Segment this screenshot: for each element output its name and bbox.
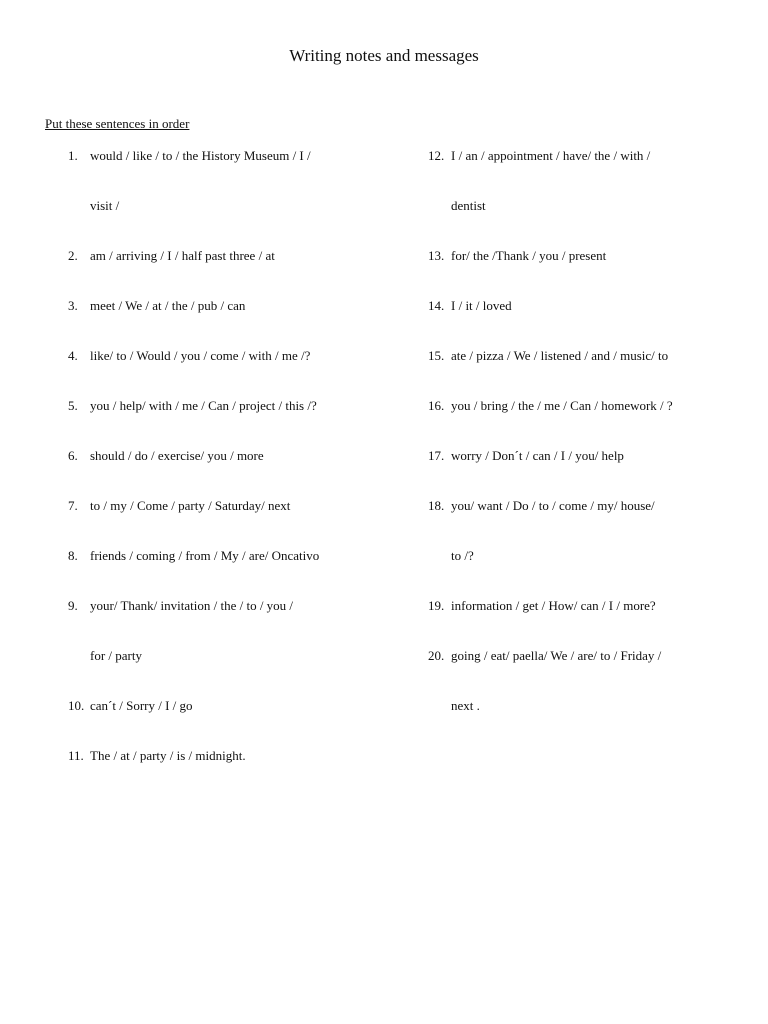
exercise-item-line bbox=[0, 698, 400, 748]
scrambled-sentence-text: ate / pizza / We / listened / and / music/ to bbox=[451, 348, 669, 363]
exercise-item-line bbox=[400, 348, 768, 398]
exercise-item-line bbox=[0, 598, 400, 648]
exercise-item-line bbox=[0, 398, 400, 448]
exercise-item-line bbox=[400, 298, 768, 348]
exercise-item bbox=[400, 498, 768, 598]
item-number: 13. bbox=[428, 248, 445, 263]
item-number: 9. bbox=[68, 598, 78, 613]
item-number: 2. bbox=[68, 248, 78, 263]
exercise-item-line bbox=[0, 148, 400, 198]
scrambled-sentence-text: am / arriving / I / half past three / at bbox=[90, 248, 275, 263]
exercise-item bbox=[0, 348, 400, 398]
item-number: 12. bbox=[428, 148, 445, 163]
scrambled-sentence-text: The / at / party / is / midnight. bbox=[90, 748, 246, 763]
item-number: 1. bbox=[68, 148, 78, 163]
item-number: 10. bbox=[68, 698, 85, 713]
scrambled-sentence-text: to /? bbox=[451, 548, 474, 563]
scrambled-sentence-text: worry / Don´t / can / I / you/ help bbox=[451, 448, 624, 463]
exercise-item bbox=[0, 448, 400, 498]
exercise-item bbox=[400, 348, 768, 398]
scrambled-sentence-text: next . bbox=[451, 698, 480, 713]
exercise-item-line bbox=[0, 298, 400, 348]
item-number: 17. bbox=[428, 448, 445, 463]
item-number: 14. bbox=[428, 298, 445, 313]
item-number: 11. bbox=[68, 748, 84, 763]
scrambled-sentence-text: I / it / loved bbox=[451, 298, 512, 313]
exercise-item-line bbox=[0, 448, 400, 498]
exercise-item bbox=[0, 248, 400, 298]
exercise-item-line bbox=[0, 648, 400, 698]
item-number: 8. bbox=[68, 548, 78, 563]
exercise-item bbox=[0, 398, 400, 448]
exercise-item-line bbox=[0, 248, 400, 298]
scrambled-sentence-text: you / bring / the / me / Can / homework / ? bbox=[451, 398, 673, 413]
scrambled-sentence-text: to / my / Come / party / Saturday/ next bbox=[90, 498, 291, 513]
scrambled-sentence-text: information / get / How/ can / I / more? bbox=[451, 598, 656, 613]
scrambled-sentence-text: dentist bbox=[451, 198, 486, 213]
item-number: 3. bbox=[68, 298, 78, 313]
item-number: 18. bbox=[428, 498, 445, 513]
exercise-item-line bbox=[0, 548, 400, 598]
exercise-item bbox=[400, 248, 768, 298]
exercise-item bbox=[0, 548, 400, 598]
exercise-item-line bbox=[0, 198, 400, 248]
exercise-item-line bbox=[400, 698, 768, 748]
scrambled-sentence-text: going / eat/ paella/ We / are/ to / Friday / bbox=[451, 648, 662, 663]
exercise-item bbox=[0, 598, 400, 698]
exercise-item bbox=[400, 598, 768, 648]
scrambled-sentence-text: like/ to / Would / you / come / with / me /? bbox=[90, 348, 311, 363]
exercise-item-line bbox=[400, 648, 768, 698]
exercise-item bbox=[0, 498, 400, 548]
exercise-item-line bbox=[400, 448, 768, 498]
scrambled-sentence-text: meet / We / at / the / pub / can bbox=[90, 298, 246, 313]
scrambled-sentence-text: your/ Thank/ invitation / the / to / you / bbox=[90, 598, 294, 613]
item-number: 16. bbox=[428, 398, 445, 413]
exercise-item-line bbox=[400, 548, 768, 598]
scrambled-sentence-text: should / do / exercise/ you / more bbox=[90, 448, 264, 463]
scrambled-sentence-text: I / an / appointment / have/ the / with / bbox=[451, 148, 651, 163]
exercise-item bbox=[0, 148, 400, 248]
exercise-item bbox=[0, 698, 400, 748]
scrambled-sentence-text: friends / coming / from / My / are/ Oncativo bbox=[90, 548, 320, 563]
page-title: Writing notes and messages bbox=[289, 46, 479, 65]
exercise-item-line bbox=[400, 398, 768, 448]
exercise-item bbox=[0, 298, 400, 348]
item-number: 19. bbox=[428, 598, 445, 613]
exercise-item-line bbox=[400, 248, 768, 298]
scrambled-sentence-text: for / party bbox=[90, 648, 142, 663]
scrambled-sentence-text: can´t / Sorry / I / go bbox=[90, 698, 193, 713]
exercise-item-line bbox=[0, 748, 400, 798]
scrambled-sentence-text: you / help/ with / me / Can / project / this /? bbox=[90, 398, 317, 413]
scrambled-sentence-text: visit / bbox=[90, 198, 120, 213]
scrambled-sentence-text: would / like / to / the History Museum / I / bbox=[90, 148, 311, 163]
exercise-item bbox=[400, 298, 768, 348]
exercise-item-line bbox=[400, 598, 768, 648]
item-number: 6. bbox=[68, 448, 78, 463]
item-number: 4. bbox=[68, 348, 78, 363]
exercise-item bbox=[400, 648, 768, 748]
exercise-item bbox=[0, 748, 400, 798]
exercise-item-line bbox=[400, 198, 768, 248]
exercise-item-line bbox=[400, 498, 768, 548]
instruction-text: Put these sentences in order bbox=[45, 116, 190, 131]
item-number: 15. bbox=[428, 348, 445, 363]
exercise-list-left bbox=[0, 148, 400, 798]
exercise-item bbox=[400, 448, 768, 498]
exercise-item-line bbox=[400, 148, 768, 198]
item-number: 20. bbox=[428, 648, 445, 663]
exercise-list-right bbox=[400, 148, 768, 748]
exercise-item-line bbox=[0, 498, 400, 548]
exercise-item-line bbox=[0, 348, 400, 398]
exercise-item bbox=[400, 148, 768, 248]
item-number: 5. bbox=[68, 398, 78, 413]
exercise-item bbox=[400, 398, 768, 448]
item-number: 7. bbox=[68, 498, 78, 513]
scrambled-sentence-text: for/ the /Thank / you / present bbox=[451, 248, 607, 263]
scrambled-sentence-text: you/ want / Do / to / come / my/ house/ bbox=[451, 498, 655, 513]
